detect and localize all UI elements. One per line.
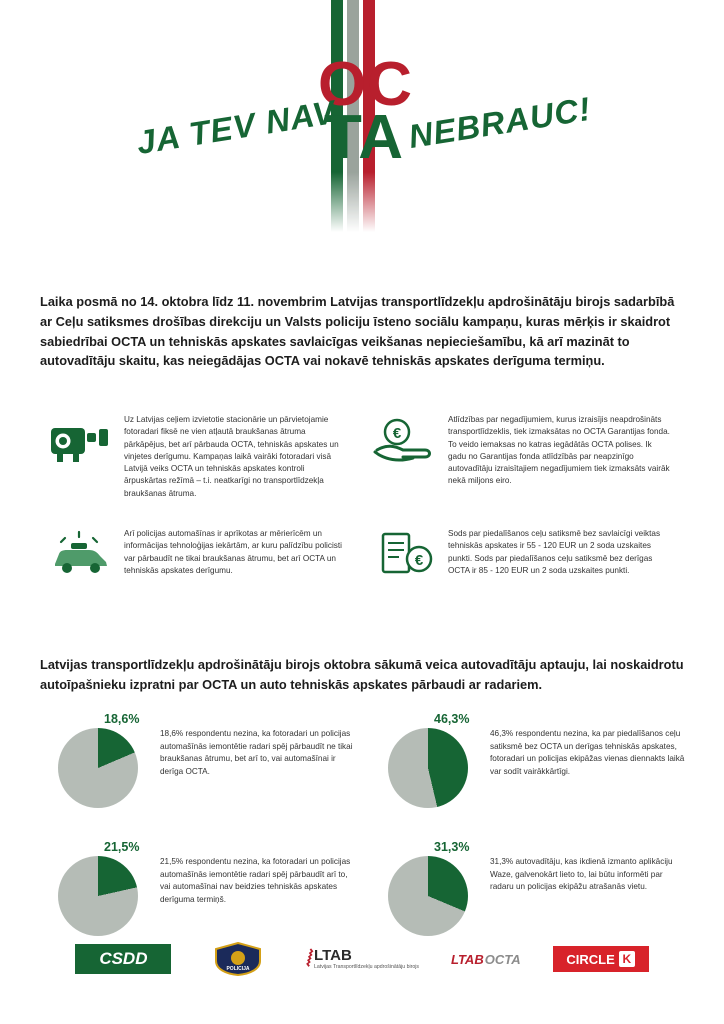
octa-oc-text: OC (318, 50, 413, 119)
survey-charts (40, 712, 700, 940)
circle-k-mark: K (619, 951, 635, 967)
pie-value-4: 31,3% (434, 840, 470, 854)
ltab-logo[interactable] (305, 946, 419, 972)
pie-chart-4 (370, 840, 490, 940)
ltab-mark-icon: ⦚ (305, 946, 311, 971)
slogan-right-text: NEBRAUC! (406, 89, 594, 156)
chart-row-1 (40, 712, 700, 812)
hero-banner (0, 0, 724, 272)
feature-row-2 (40, 526, 688, 596)
pie-chart-3 (40, 840, 160, 940)
feature-item-fine (364, 526, 688, 596)
pie-value-1: 18,6% (104, 712, 140, 726)
pie-value-3: 21,5% (104, 840, 140, 854)
pie-slice-group-3 (58, 856, 138, 936)
circle-k-logo[interactable] (553, 946, 649, 972)
svg-text:€: € (414, 552, 424, 570)
slogan-left-text: JA TEV NAV (134, 93, 339, 162)
ltab-logo-sub: Latvijas Transportlīdzekļu apdrošinātāju birojs (314, 963, 419, 970)
ltab-octa-label-b: OCTA (484, 951, 521, 967)
chart-caption-3: 21,5% respondentu nezina, ka fotoradari un policijas automašīnās iemontētie radari spēj pārbaudīt arī to, vai automašīnai nav beidzies tehniskās apskates derīguma termiņš. (160, 857, 351, 905)
feature-item-money (364, 412, 688, 500)
feature-text-money: Atlīdzības par negadījumiem, kurus izraisījis neapdrošināts transportlīdzeklis, tiek izmaksātas no OCTA Garantijas fonda. To veido iemaksas no katras iegādātās OCTA polises. Ik gadu no Garantijas fonda atlīdzībās par neapzinīgo autovadītāju izraisītajiem negadījumiem tiek izmaksāts vairāk nekā miljons eiro. (448, 415, 670, 486)
chart-caption-1: 18,6% respondentu nezina, ka fotoradari un policijas automašīnās iemontētie radari spēj pārbaudīt ne tikai braukšanas ātrumu, bet arī to, vai automašīnai ir derīga OCTA. (160, 729, 353, 777)
ltab-octa-logo[interactable] (451, 952, 521, 967)
chart-caption-4: 31,3% autovadītāju, kas ikdienā izmanto aplikāciju Waze, galvenokārt lieto to, lai būtu informēti par radaru un policijas ekipāžu atrašanās vietu. (490, 857, 673, 892)
chart-item-4 (370, 840, 700, 940)
feature-text-police-car: Arī policijas automašīnas ir aprīkotas ar mērierīcēm un informācijas tehnoloģijas iekārtām, ar kuru palīdzību policisti var pārbaudīt ne tikai braukšanas ātrumu, bet arī OCTA un tehniskās apskates derīgumu. (124, 529, 342, 575)
police-car-icon (40, 526, 124, 596)
chart-item-2 (370, 712, 700, 812)
csdd-logo-label: CSDD (75, 944, 171, 974)
intro-paragraph: Laika posmā no 14. oktobra līdz 11. novembrim Latvijas transportlīdzekļu apdrošinātāju birojs sadarbībā ar Ceļu satiksmes drošības direkciju un Valsts policiju īsteno sociālu kampaņu, kuras mērķis ir skaidrot sabiedrībai OCTA un tehniskās apskates savlaicīgas veikšanas nepieciešamību, kā arī mazināt to autovadītāju skaitu, kas neiegādājas OCTA vai nokavē tehniskās apskates derīguma termiņu. (40, 294, 675, 369)
partner-logos (0, 942, 724, 976)
survey-heading: Latvijas transportlīdzekļu apdrošinātāju birojs oktobra sākumā veica autovadītāju aptauju, lai noskaidrotu autoīpašnieku izpratni par OCTA un auto tehniskās apskates pārbaudi ar radariem. (40, 657, 684, 692)
feature-item-police-car (40, 526, 364, 596)
pie-slice-group-2 (388, 728, 468, 808)
fine-document-euro-icon (364, 526, 448, 596)
svg-text:€: € (392, 425, 402, 442)
pie-slice-group-1 (58, 728, 138, 808)
svg-text:POLICIJA: POLICIJA (226, 966, 250, 972)
hand-money-euro-icon (364, 412, 448, 482)
csdd-logo[interactable] (75, 944, 171, 974)
chart-caption-2: 46,3% respondentu nezina, ka par piedalīšanos ceļu satiksmē bez OCTA un derīgas tehniskās apskates, fotoradari un policijas ekipāžas vienas diennakts laikā var sodīt vairākkārtīgi. (490, 729, 685, 777)
feature-row-1 (40, 412, 688, 500)
chart-item-1 (40, 712, 370, 812)
chart-row-2 (40, 840, 700, 940)
feature-item-camera (40, 412, 364, 500)
feature-grid (40, 412, 688, 596)
ltab-octa-label-a: LTAB (450, 951, 484, 967)
pie-value-2: 46,3% (434, 712, 470, 726)
ltab-logo-label: LTAB (314, 946, 352, 964)
police-logo[interactable] (203, 942, 273, 976)
feature-text-fine: Sods par piedalīšanos ceļu satiksmē bez savlaicīgi veiktas tehniskās apskates ir 55 - 120 EUR un 2 soda uzskaites punkti. Sods par piedalīšanos ceļu satiksmē bez derīgas OCTA ir 85 - 120 EUR un 2 soda uzskaites punkti. (448, 529, 661, 575)
camera-icon (40, 412, 124, 482)
octa-ta-text: TA (324, 103, 405, 173)
circle-k-label: CIRCLE (566, 951, 615, 967)
chart-item-3 (40, 840, 370, 940)
feature-text-camera: Uz Latvijas ceļiem izvietotie stacionārie un pārvietojamie fotoradari fiksē ne vien atļautā braukšanas ātruma pārkāpējus, bet arī pārbauda OCTA, tehniskās apskates un vinjetes derīgumu. Kampaņas laikā vairāki fotoradari visā Latvijā veiks OCTA un tehniskās apskates kontroli ārpuskārtas režīmā – t.i. neatkarīgi no transportlīdzekļa braukšanas ātruma. (124, 415, 339, 498)
pie-slice-group-4 (388, 856, 468, 936)
pie-chart-1 (40, 712, 160, 812)
pie-chart-2 (370, 712, 490, 812)
